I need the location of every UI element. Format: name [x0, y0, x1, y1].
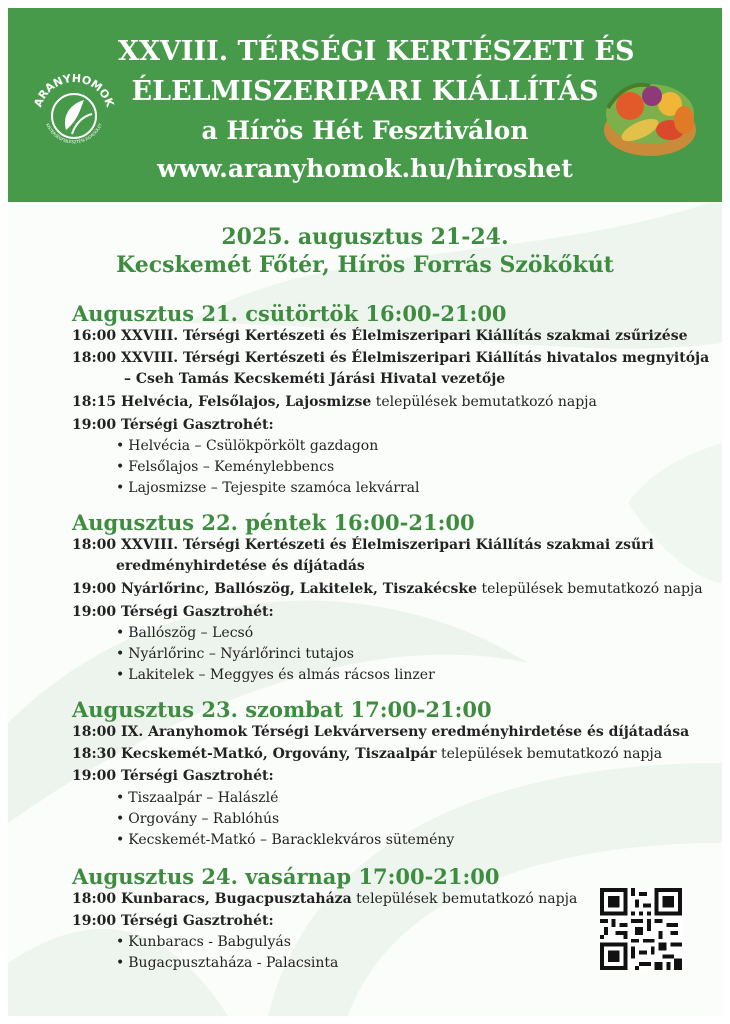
day-3-line-1: 18:00 IX. Aranyhomok Térségi Lekvárverseny eredményhirdetése és díjátadása: [72, 724, 690, 740]
day-4-heading: Augusztus 24. vasárnap 17:00-21:00: [72, 864, 500, 889]
poster: [8, 8, 722, 1016]
day-2-line-1: 18:00 XXVIII. Térségi Kertészeti és Élelmiszeripari Kiállítás szakmai zsűri: [72, 537, 654, 553]
day-1-heading: Augusztus 21. csütörtök 16:00-21:00: [72, 301, 507, 326]
title-line-1: XXVIII. TÉRSÉGI KERTÉSZETI ÉS: [118, 36, 635, 67]
day-4-line-2: 19:00 Térségi Gasztrohét:: [72, 913, 274, 929]
day-3-gastro-item: • Tiszaalpár – Halászlé: [116, 790, 278, 806]
day-2-line-2: eredményhirdetése és díjátadás: [116, 558, 365, 574]
day-1-gastro-item: • Lajosmizse – Tejespite szamóca lekvárral: [116, 480, 419, 496]
day-2-gastro-item: • Lakitelek – Meggyes és almás rácsos linzer: [116, 667, 435, 683]
day-1-line-2: 18:00 XXVIII. Térségi Kertészeti és Élelmiszeripari Kiállítás hivatalos megnyitója: [72, 350, 710, 366]
day-4-line-1: 18:00 Kunbaracs, Bugacpusztaháza települések bemutatkozó napja: [72, 891, 578, 907]
day-1-line-3: – Cseh Tamás Kecskeméti Járási Hivatal vezetője: [124, 371, 506, 387]
header-banner: [8, 8, 722, 202]
day-1-line-1: 16:00 XXVIII. Térségi Kertészeti és Élelmiszeripari Kiállítás szakmai zsűrizése: [72, 328, 688, 344]
day-3-gastro-item: • Orgovány – Rablóhús: [116, 811, 279, 827]
svg-text:KISTÉRSÉGFEJLESZTÉSI EGYESÜLET: KISTÉRSÉGFEJLESZTÉSI EGYESÜLET: [45, 122, 103, 145]
qr-code-icon[interactable]: [600, 888, 682, 970]
day-1-line-4: 18:15 Helvécia, Felsőlajos, Lajosmizse települések bemutatkozó napja: [72, 394, 597, 410]
day-1-gastro-item: • Felsőlajos – Keménylebbencs: [116, 459, 334, 475]
day-2-heading: Augusztus 22. péntek 16:00-21:00: [72, 510, 475, 535]
day-1-gastro-item: • Helvécia – Csülökpörkölt gazdagon: [116, 438, 378, 454]
day-2-line-3: 19:00 Nyárlőrinc, Ballószög, Lakitelek, Tiszakécske települések bemutatkozó napja: [72, 581, 703, 597]
day-3-gastro-item: • Kecskemét-Matkó – Baracklekváros sütemény: [116, 832, 454, 848]
title-line-2: ÉLELMISZERIPARI KIÁLLÍTÁS: [131, 76, 599, 107]
aranyhomok-logo: [26, 64, 122, 160]
day-3-line-2: 18:30 Kecskemét-Matkó, Orgovány, Tiszaalpár települések bemutatkozó napja: [72, 746, 663, 762]
day-3-heading: Augusztus 23. szombat 17:00-21:00: [72, 697, 492, 722]
svg-text:ARANYHOMOK: ARANYHOMOK: [31, 71, 117, 109]
day-3-line-3: 19:00 Térségi Gasztrohét:: [72, 768, 274, 784]
event-place: Kecskemét Főtér, Hírös Forrás Szökőkút: [116, 252, 614, 278]
event-date: 2025. augusztus 21-24.: [221, 224, 509, 250]
day-2-line-4: 19:00 Térségi Gasztrohét:: [72, 604, 274, 620]
website-link[interactable]: www.aranyhomok.hu/hiroshet: [157, 154, 573, 183]
day-4-gastro-item: • Kunbaracs - Babgulyás: [116, 934, 291, 950]
day-4-gastro-item: • Bugacpusztaháza - Palacsinta: [116, 955, 338, 971]
day-1-line-5: 19:00 Térségi Gasztrohét:: [72, 417, 274, 433]
vegetable-basket-image: [600, 68, 700, 160]
day-2-gastro-item: • Nyárlőrinc – Nyárlőrinci tutajos: [116, 646, 354, 662]
day-2-gastro-item: • Ballószög – Lecsó: [116, 625, 253, 641]
title-line-3: a Hírös Hét Fesztiválon: [201, 116, 529, 145]
